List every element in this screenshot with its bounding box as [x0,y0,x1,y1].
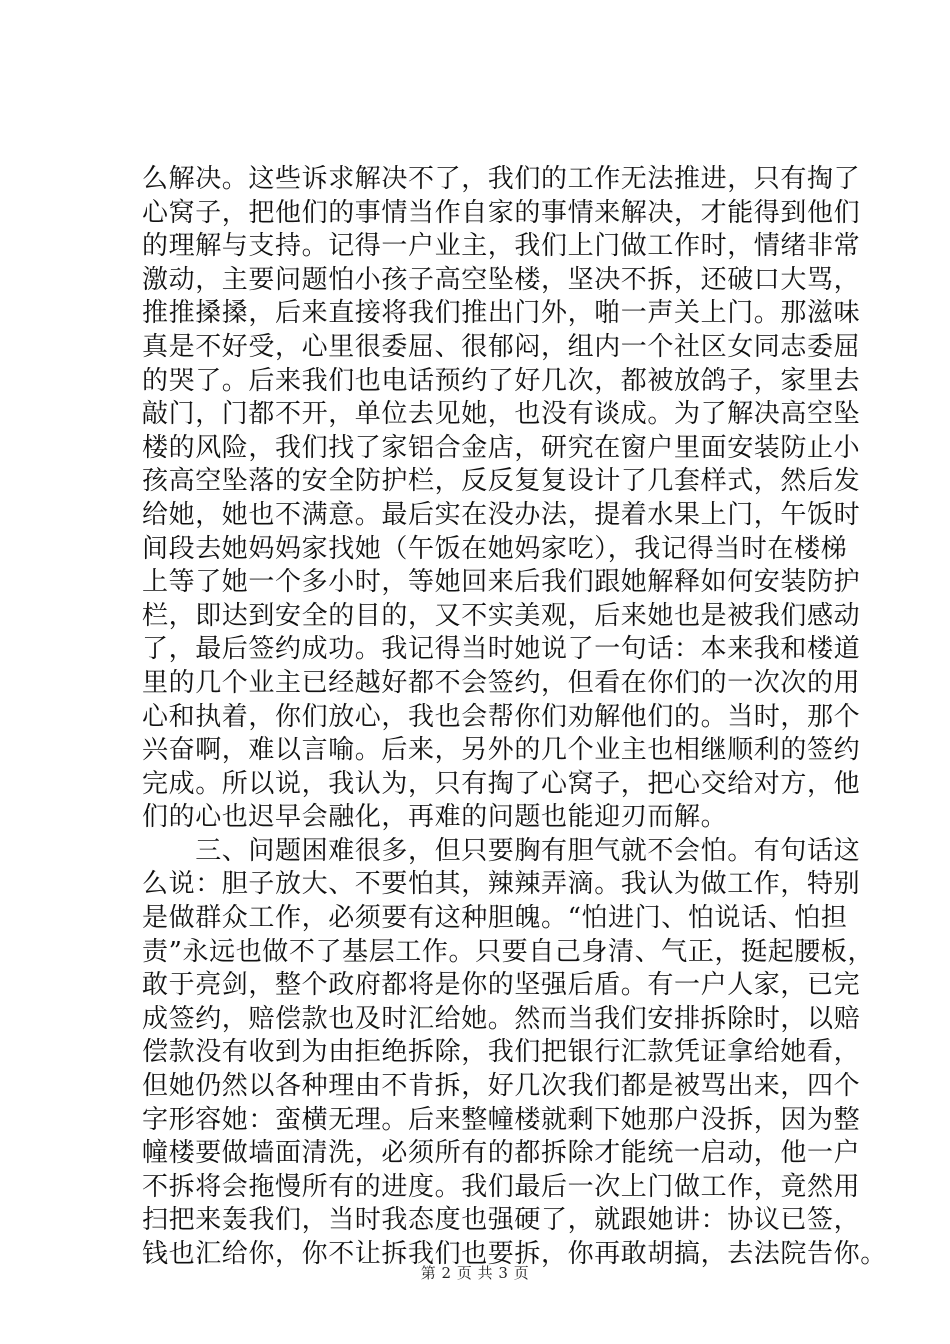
text-line: 么解决。这些诉求解决不了，我们的工作无法推进，只有掏了 [142,164,861,194]
text-line: 扫把来轰我们，当时我态度也强硬了，就跟她讲：协议已签， [142,1205,861,1236]
text-line: 不拆将会拖慢所有的进度。我们最后一次上门做工作，竟然用 [142,1171,861,1202]
text-line: 心窝子，把他们的事情当作自家的事情来解决，才能得到他们 [142,197,861,228]
text-line: 里的几个业主已经越好都不会签约，但看在你们的一次次的用 [142,667,861,698]
text-line: 敢于亮剑，整个政府都将是你的坚强后盾。有一户人家，已完 [142,970,861,1001]
text-line: 责”永远也做不了基层工作。只要自己身清、气正，挺起腰板， [142,936,875,967]
text-line: 钱也汇给你，你不让拆我们也要拆，你再敢胡搞，去法院告你。 [142,1239,887,1269]
text-line: 栏，即达到安全的目的，又不实美观，后来她也是被我们感动 [142,600,861,631]
text-line: 的哭了。后来我们也电话预约了好几次，都被放鸽子，家里去 [142,365,861,396]
text-line: 间段去她妈妈家找她（午饭在她妈家吃），我记得当时在楼梯 [142,533,848,564]
text-line: 孩高空坠落的安全防护栏，反反复复设计了几套样式，然后发 [142,466,861,497]
page-footer: 第 2 页 共 3 页 [420,1264,530,1282]
text-line: 幢楼要做墙面清洗，必须所有的都拆除才能统一启动，他一户 [142,1138,861,1169]
text-line: 心和执着，你们放心，我也会帮你们劝解他们的。当时，那个 [142,701,861,732]
text-line: 敲门，门都不开，单位去见她，也没有谈成。为了解决高空坠 [142,399,861,430]
text-line: 字形容她：蛮横无理。后来整幢楼就剩下她那户没拆，因为整 [142,1104,861,1135]
text-line: 给她，她也不满意。最后实在没办法，提着水果上门，午饭时 [142,499,861,530]
text-line: 兴奋啊，难以言喻。后来，另外的几个业主也相继顺利的签约 [142,735,861,766]
text-line: 真是不好受，心里很委屈、很郁闷，组内一个社区女同志委屈 [142,331,861,362]
text-line: 上等了她一个多小时，等她回来后我们跟她解释如何安装防护 [142,567,861,598]
text-line: 成签约，赔偿款也及时汇给她。然而当我们安排拆除时，以赔 [142,1003,861,1034]
text-line: 推推搡搡，后来直接将我们推出门外，啪一声关上门。那滋味 [142,298,861,329]
text-line: 偿款没有收到为由拒绝拆除，我们把银行汇款凭证拿给她看， [142,1037,861,1068]
text-line: 楼的风险，我们找了家铝合金店，研究在窗户里面安装防止小 [142,432,861,463]
text-line: 完成。所以说，我认为，只有掏了心窝子，把心交给对方，他 [142,768,861,799]
text-line: 三、问题困难很多，但只要胸有胆气就不会怕。有句话这 [142,835,861,866]
text-line: 激动，主要问题怕小孩子高空坠楼，坚决不拆，还破口大骂， [142,264,861,295]
text-line: 们的心也迟早会融化，再难的问题也能迎刃而解。 [142,802,728,833]
text-line: 么说：胆子放大、不要怕其，辣辣弄滴。我认为做工作，特别 [142,869,861,900]
text-line: 的理解与支持。记得一户业主，我们上门做工作时，情绪非常 [142,231,861,262]
text-line: 了，最后签约成功。我记得当时她说了一句话：本来我和楼道 [142,634,861,665]
text-line: 但她仍然以各种理由不肯拆，好几次我们都是被骂出来，四个 [142,1071,861,1102]
body-text [142,163,887,1272]
text-line: 是做群众工作，必须要有这种胆魄。“怕进门、怕说话、怕担 [142,903,848,934]
